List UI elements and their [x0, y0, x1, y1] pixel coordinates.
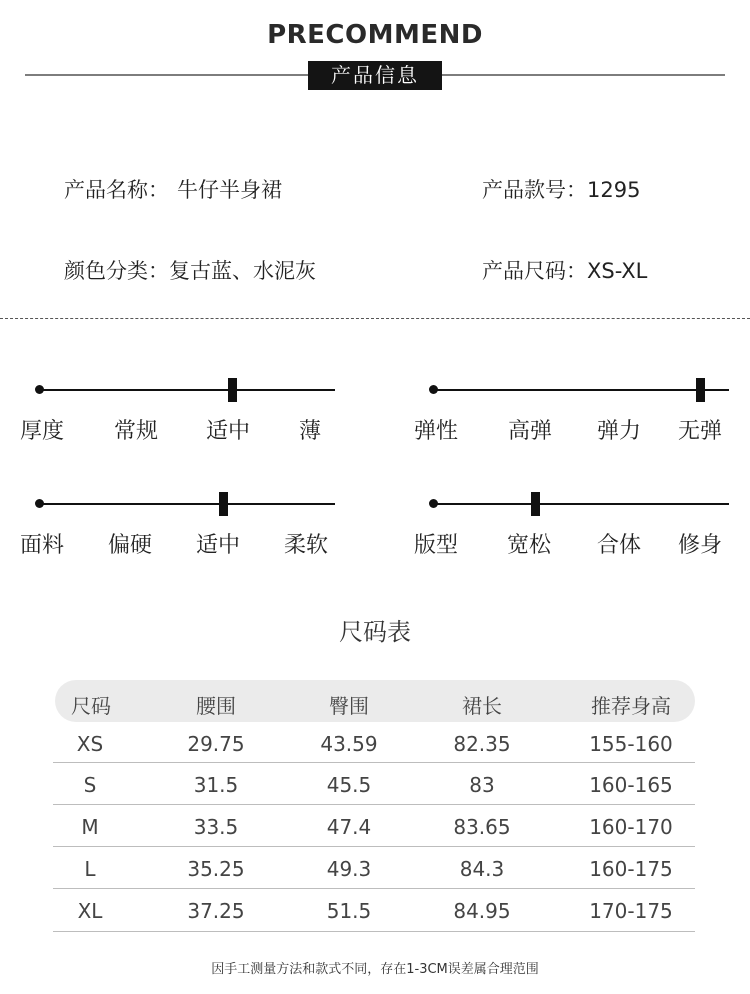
color-label: 颜色分类： — [64, 259, 169, 283]
scale-marker — [228, 378, 237, 402]
table-header-cell: 尺码 — [71, 694, 111, 718]
scale-marker — [219, 492, 228, 516]
table-cell: 43.59 — [320, 732, 378, 756]
table-cell: 37.25 — [187, 899, 245, 923]
table-cell: 160-170 — [589, 815, 673, 839]
row-divider — [53, 804, 695, 805]
size-table-title: 尺码表 — [339, 618, 411, 646]
scale-option: 适中 — [196, 533, 241, 558]
scale-option: 高弹 — [508, 419, 553, 444]
table-cell: 82.35 — [453, 732, 511, 756]
style-number-value: 1295 — [587, 178, 641, 202]
table-cell: 84.3 — [459, 857, 505, 881]
style-number-row — [482, 174, 640, 204]
scale-option: 适中 — [206, 419, 251, 444]
color-value: 复古蓝、水泥灰 — [169, 259, 316, 283]
product-name-row — [64, 174, 282, 204]
table-cell: 35.25 — [187, 857, 245, 881]
table-cell: 155-160 — [589, 732, 673, 756]
table-cell: 47.4 — [326, 815, 372, 839]
table-cell: 83.65 — [453, 815, 511, 839]
table-cell: M — [81, 815, 99, 839]
scale-name: 版型 — [414, 533, 459, 558]
table-cell: 33.5 — [193, 815, 239, 839]
row-divider — [53, 888, 695, 889]
scale-name: 弹性 — [414, 419, 459, 444]
table-header-cell: 腰围 — [196, 694, 236, 718]
table-cell: 83 — [469, 773, 495, 797]
table-cell: L — [84, 857, 96, 881]
table-header-cell: 裙长 — [462, 694, 502, 718]
product-name-label: 产品名称： — [64, 178, 169, 202]
scale-marker — [531, 492, 540, 516]
scale-option: 修身 — [678, 533, 723, 558]
measurement-note: 因手工测量方法和款式不同，存在1-3CM误差属合理范围 — [211, 962, 539, 977]
table-cell: 49.3 — [326, 857, 372, 881]
size-range-row — [482, 255, 647, 285]
dashed-divider — [0, 318, 750, 319]
table-cell: S — [83, 773, 97, 797]
product-name-value: 牛仔半身裙 — [177, 178, 282, 202]
scale-option: 薄 — [299, 419, 322, 444]
scale-track — [40, 389, 335, 391]
section-badge: 产品信息 — [308, 61, 442, 90]
scale-option: 无弹 — [678, 419, 723, 444]
table-cell: 51.5 — [326, 899, 372, 923]
scale-marker — [696, 378, 705, 402]
table-cell: 84.95 — [453, 899, 511, 923]
row-divider — [53, 931, 695, 932]
scale-track — [434, 503, 729, 505]
scale-track — [40, 503, 335, 505]
scale-option: 柔软 — [284, 533, 329, 558]
page-title: PRECOMMEND — [267, 20, 483, 50]
table-header-cell: 推荐身高 — [591, 694, 671, 718]
table-cell: 29.75 — [187, 732, 245, 756]
color-row — [64, 255, 316, 285]
table-header-cell: 臀围 — [329, 694, 369, 718]
style-number-label: 产品款号： — [482, 178, 587, 202]
scale-option: 弹力 — [597, 419, 642, 444]
table-cell: 160-175 — [589, 857, 673, 881]
scale-name: 厚度 — [20, 419, 65, 444]
table-cell: 160-165 — [589, 773, 673, 797]
table-cell: 45.5 — [326, 773, 372, 797]
size-range-label: 产品尺码： — [482, 259, 587, 283]
table-cell: XS — [76, 732, 104, 756]
table-cell: XL — [77, 899, 103, 923]
scale-track — [434, 389, 729, 391]
table-cell: 31.5 — [193, 773, 239, 797]
row-divider — [53, 762, 695, 763]
row-divider — [53, 846, 695, 847]
scale-option: 合体 — [597, 533, 642, 558]
size-range-value: XS-XL — [587, 259, 648, 283]
scale-option: 宽松 — [507, 533, 552, 558]
table-cell: 170-175 — [589, 899, 673, 923]
scale-name: 面料 — [20, 533, 65, 558]
scale-option: 偏硬 — [108, 533, 153, 558]
scale-option: 常规 — [114, 419, 159, 444]
